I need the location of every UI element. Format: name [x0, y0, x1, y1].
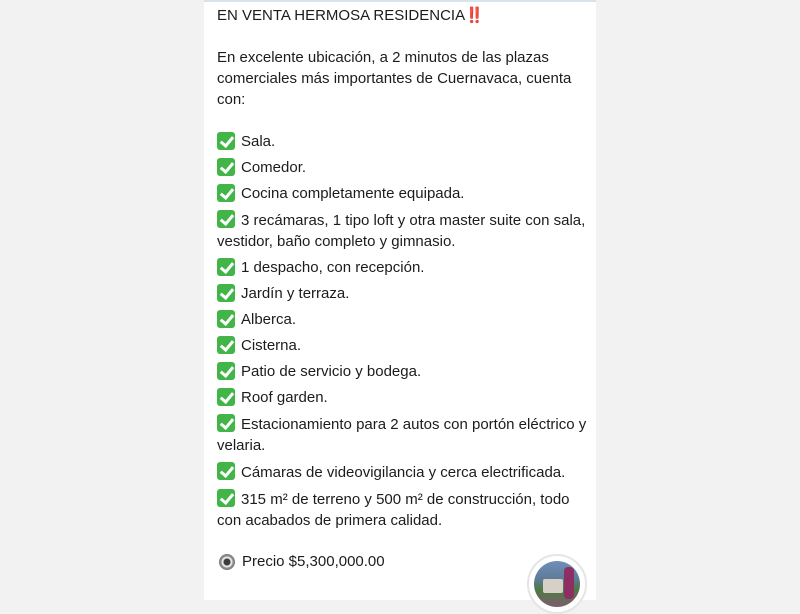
feature-text: Jardín y terraza.	[241, 285, 350, 302]
check-mark-icon	[217, 362, 235, 380]
spacer	[217, 110, 589, 131]
check-mark-icon	[217, 388, 235, 406]
list-item	[217, 488, 589, 531]
list-item	[217, 361, 589, 382]
double-exclamation-icon: ‼️	[465, 7, 483, 24]
post-intro: En excelente ubicación, a 2 minutos de las plazas comerciales más importantes de Cuernavaca, cuenta con:	[217, 49, 572, 108]
list-item	[217, 387, 589, 408]
feature-text: Cámaras de videovigilancia y cerca electrificada.	[241, 464, 566, 481]
check-mark-icon	[217, 184, 235, 202]
feature-text: Estacionamiento para 2 autos con portón eléctrico y velaria.	[217, 416, 587, 454]
feature-text: Patio de servicio y bodega.	[241, 363, 422, 380]
feature-text: Alberca.	[241, 311, 297, 328]
check-mark-icon	[217, 462, 235, 480]
feature-text: Roof garden.	[241, 389, 328, 406]
radio-button-icon	[219, 554, 235, 570]
feature-list	[217, 131, 589, 531]
check-mark-icon	[217, 336, 235, 354]
check-mark-icon	[217, 489, 235, 507]
check-mark-icon	[217, 284, 235, 302]
feature-text: 315 m² de terreno y 500 m² de construcción, todo con acabados de primera calidad.	[217, 491, 570, 529]
title-text: EN VENTA HERMOSA RESIDENCIA	[217, 7, 466, 24]
list-item	[217, 257, 589, 278]
check-mark-icon	[217, 158, 235, 176]
feature-text: Comedor.	[241, 159, 307, 176]
check-mark-icon	[217, 310, 235, 328]
list-item	[217, 283, 589, 304]
list-item	[217, 461, 589, 483]
feature-text: Cocina completamente equipada.	[241, 185, 465, 202]
check-mark-icon	[217, 132, 235, 150]
price-text: Precio $5,300,000.00	[242, 553, 385, 570]
check-mark-icon	[217, 210, 235, 228]
feature-text: 1 despacho, con recepción.	[241, 259, 425, 276]
list-item	[217, 413, 589, 456]
list-item	[217, 157, 589, 178]
list-item	[217, 335, 589, 356]
post-title	[217, 5, 589, 26]
spacer	[217, 26, 589, 47]
list-item	[217, 209, 589, 252]
feature-text: Sala.	[241, 133, 276, 150]
list-item	[217, 183, 589, 204]
avatar-image	[534, 561, 580, 607]
post-card	[204, 0, 596, 600]
feature-text: Cisterna.	[241, 337, 302, 354]
post-text	[217, 5, 589, 572]
feature-text: 3 recámaras, 1 tipo loft y otra master suite con sala, vestidor, baño completo y gimnasio.	[217, 212, 586, 250]
check-mark-icon	[217, 258, 235, 276]
list-item	[217, 309, 589, 330]
avatar[interactable]	[527, 554, 587, 614]
list-item	[217, 131, 589, 152]
check-mark-icon	[217, 414, 235, 432]
card-top-border	[204, 0, 596, 2]
